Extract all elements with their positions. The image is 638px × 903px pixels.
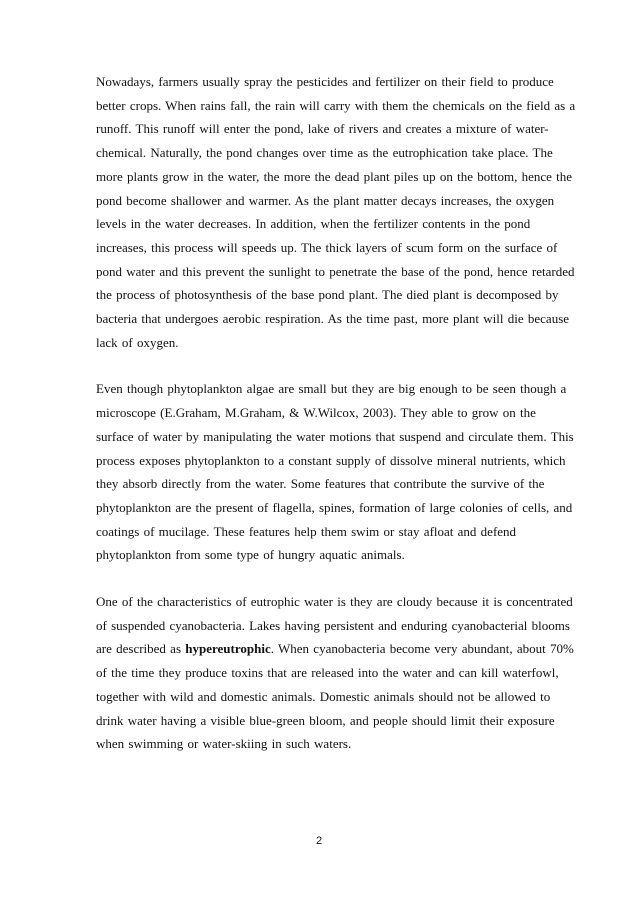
text-line: better crops. When rains fall, the rain will carry with them the chemicals on the field as a [96, 97, 576, 113]
text-line: increases, this process will speeds up. The thick layers of scum form on the surface of [96, 239, 558, 255]
text-line: chemical. Naturally, the pond changes over time as the eutrophication take place. The [96, 145, 553, 161]
text-line: more plants grow in the water, the more the dead plant piles up on the bottom, hence the [96, 168, 573, 184]
paragraph-cyanobacteria [96, 590, 574, 756]
text-line: of suspended cyanobacteria. Lakes having persistent and enduring cyanobacterial blooms [96, 617, 570, 633]
page-number: 2 [315, 835, 323, 847]
text-line: lack of oxygen. [96, 334, 179, 350]
text-line: drink water having a visible blue-green bloom, and people should limit their exposure [96, 712, 555, 728]
text-line: Nowadays, farmers usually spray the pesticides and fertilizer on their field to produce [96, 74, 554, 89]
bold-term: hypereutrophic [185, 641, 271, 657]
text-line: levels in the water decreases. In addition, when the fertilizer contents in the pond [96, 216, 531, 232]
text-line: coatings of mucilage. These features help them swim or stay afloat and defend [96, 523, 517, 539]
text-line: pond water and this prevent the sunlight to penetrate the base of the pond, hence retarded [96, 263, 575, 279]
body-text [96, 70, 576, 779]
text-line [96, 637, 574, 661]
text-line: of the time they produce toxins that are released into the water and can kill waterfowl, [96, 665, 559, 681]
text-line: microscope (E.Graham, M.Graham, & W.Wilcox, 2003). They able to grow on the [96, 405, 536, 421]
text-line: One of the characteristics of eutrophic water is they are cloudy because it is concentrated [96, 594, 573, 610]
text-line: bacteria that undergoes aerobic respiration. As the time past, more plant will die because [96, 311, 570, 327]
text-line: phytoplankton are the present of flagella, spines, formation of large colonies of cells, and [96, 499, 573, 515]
text-segment: are described as [96, 641, 186, 657]
text-line: phytoplankton from some type of hungry aquatic animals. [96, 547, 405, 563]
text-line: they absorb directly from the water. Some features that contribute the survive of the [96, 476, 545, 492]
paragraph-phytoplankton [96, 377, 574, 567]
text-line: pond become shallower and warmer. As the plant matter decays increases, the oxygen [96, 192, 555, 208]
text-segment: . When cyanobacteria become very abundant, about 70% [270, 641, 574, 657]
text-line: when swimming or water-skiing in such waters. [96, 736, 352, 752]
text-line: runoff. This runoff will enter the pond, lake of rivers and creates a mixture of water- [96, 121, 549, 137]
text-line: process exposes phytoplankton to a constant supply of dissolve mineral nutrients, which [96, 452, 566, 468]
text-line: the process of photosynthesis of the base pond plant. The died plant is decomposed by [96, 287, 559, 303]
text-line: surface of water by manipulating the water motions that suspend and circulate them. This [96, 428, 574, 444]
text-line: together with wild and domestic animals. Domestic animals should not be allowed to [96, 688, 551, 704]
paragraph-eutrophication-process [96, 70, 576, 354]
text-line: Even though phytoplankton algae are small but they are big enough to be seen though a [96, 381, 567, 397]
